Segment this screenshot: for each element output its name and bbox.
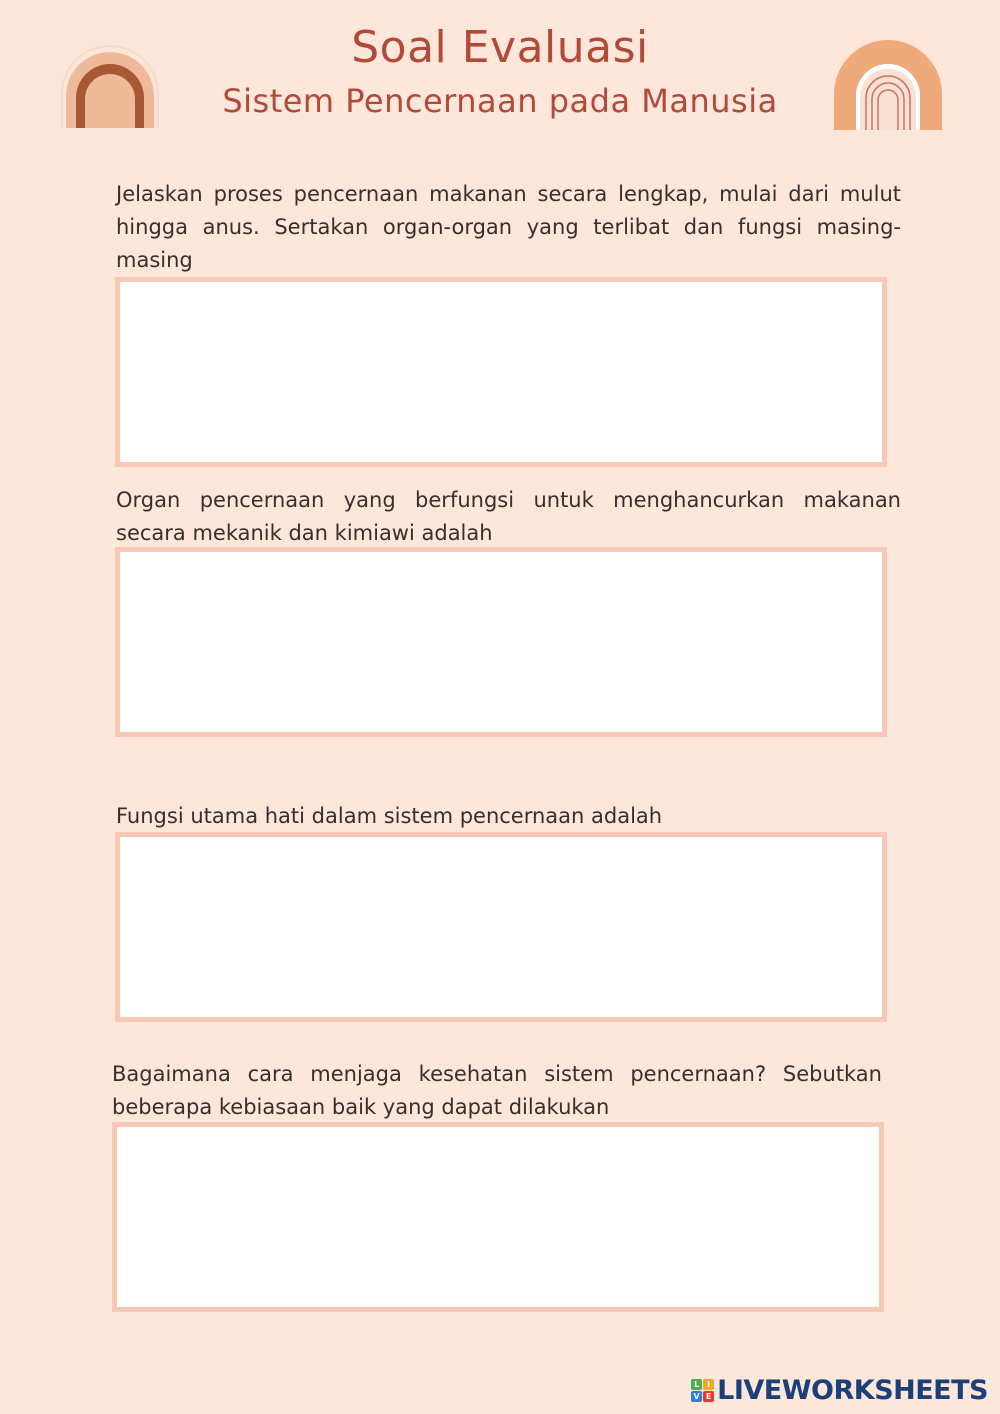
- answer-box-2[interactable]: [115, 547, 887, 737]
- question-4-text: Bagaimana cara menjaga kesehatan sistem pencernaan? Sebutkan beberapa kebiasaan baik yang dapat dilakukan: [112, 1062, 882, 1119]
- answer-box-4[interactable]: [112, 1122, 884, 1312]
- liveworksheets-logo[interactable]: [691, 1375, 988, 1406]
- answer-box-1[interactable]: [115, 277, 887, 467]
- logo-letter: E: [703, 1391, 714, 1402]
- answer-box-3[interactable]: [115, 832, 887, 1022]
- page-title: Soal Evaluasi: [351, 22, 649, 73]
- logo-letter: L: [691, 1379, 702, 1390]
- question-1-text: Jelaskan proses pencernaan makanan secara lengkap, mulai dari mulut hingga anus. Sertakan organ-organ yang terlibat dan fungsi masing-masing: [116, 182, 901, 272]
- page-subtitle: Sistem Pencernaan pada Manusia: [222, 82, 778, 120]
- logo-mark-icon: [691, 1379, 714, 1402]
- question-3-text: Fungsi utama hati dalam sistem pencernaan adalah: [116, 804, 663, 828]
- logo-letter: V: [691, 1391, 702, 1402]
- question-2-text: Organ pencernaan yang berfungsi untuk menghancurkan makanan secara mekanik dan kimiawi adalah: [116, 488, 901, 545]
- logo-letter: I: [703, 1379, 714, 1390]
- rainbow-left-icon: [56, 42, 164, 130]
- rainbow-right-icon: [830, 38, 946, 132]
- logo-text: LIVEWORKSHEETS: [717, 1375, 988, 1406]
